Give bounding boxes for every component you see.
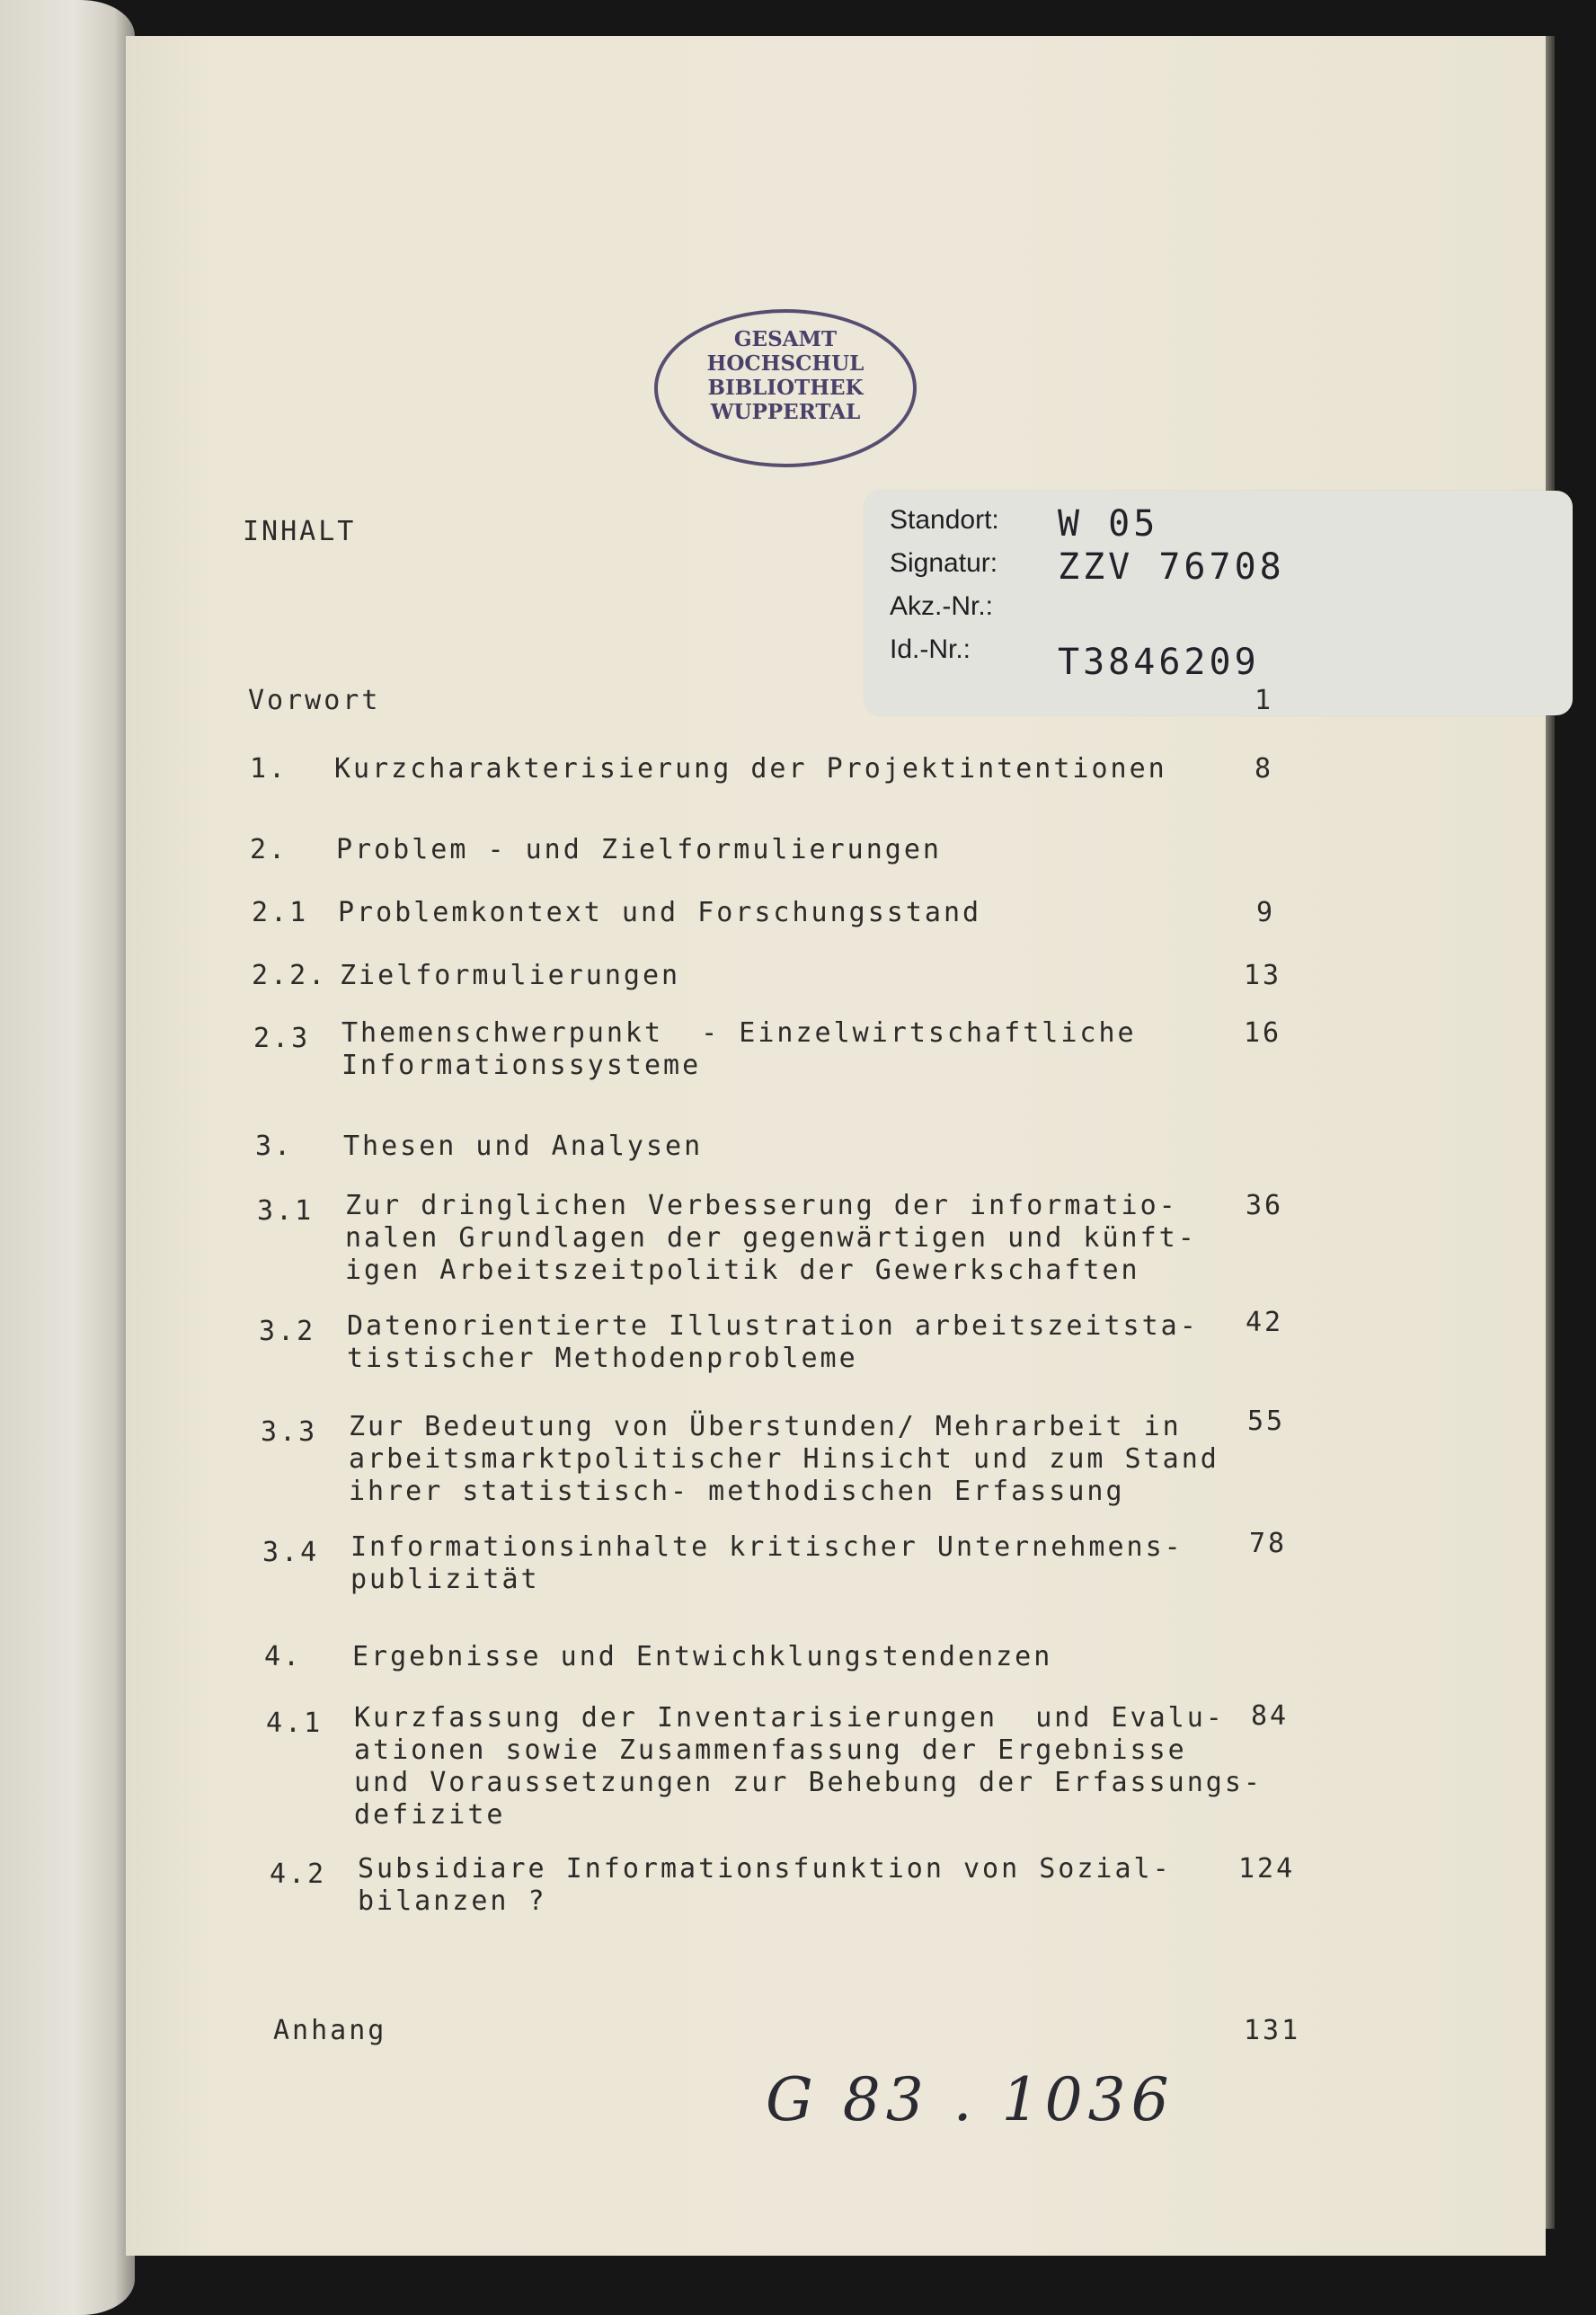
toc-entry-page: 9: [1256, 897, 1276, 928]
library-stamp: [654, 309, 917, 467]
toc-entry-title: Zur dringlichen Verbesserung der informatio- nalen Grundlagen der gegenwärtigen und künft- igen Arbeitszeitpolitik der Gewerkschaften: [345, 1190, 1197, 1286]
signatur-label: Signatur:: [890, 548, 998, 578]
toc-entry-title: Zielformulierungen: [340, 960, 681, 991]
toc-entry-title: Vorwort: [248, 685, 381, 716]
toc-entry-page: 16: [1244, 1017, 1282, 1049]
toc-entry-number: 3.3: [261, 1416, 318, 1448]
toc-entry-number: 4.2: [270, 1858, 327, 1890]
toc-entry-number: 3.: [255, 1131, 294, 1162]
toc-entry-page: 84: [1251, 1700, 1290, 1732]
akz-label: Akz.-Nr.:: [890, 591, 994, 621]
stamp-line: BIBLIOTHEK: [707, 376, 864, 400]
stamp-line: HOCHSCHUL: [706, 351, 864, 376]
stamp-line: WUPPERTAL: [710, 400, 861, 424]
toc-entry-page: 1: [1255, 685, 1274, 716]
toc-entry-number: 4.: [264, 1641, 303, 1672]
toc-entry-title: Thesen und Analysen: [343, 1131, 704, 1162]
toc-entry-number: 3.2: [259, 1316, 316, 1347]
toc-entry-number: 3.4: [262, 1537, 320, 1568]
id-value: T3846209: [1058, 642, 1260, 683]
toc-entry-title: Problemkontext und Forschungsstand: [338, 897, 982, 928]
id-label: Id.-Nr.:: [890, 634, 971, 664]
toc-entry-page: 131: [1244, 2015, 1301, 2046]
toc-entry-number: 2.: [250, 834, 288, 865]
toc-entry-title: Datenorientierte Illustration arbeitszeitsta- tistischer Methodenprobleme: [347, 1310, 1199, 1374]
document-page: [126, 36, 1546, 2256]
toc-entry-page: 8: [1255, 753, 1274, 785]
toc-entry-page: 124: [1238, 1853, 1296, 1885]
standort-value: W 05: [1058, 503, 1159, 545]
library-label: [864, 491, 1573, 715]
toc-entry-title: Subsidiare Informationsfunktion von Sozial- bilanzen ?: [358, 1853, 1172, 1917]
toc-entry-page: 78: [1249, 1528, 1288, 1559]
toc-entry-page: 36: [1246, 1190, 1284, 1221]
stamp-line: GESAMT: [733, 327, 838, 351]
facing-page: [0, 0, 135, 2315]
toc-entry-page: 42: [1246, 1307, 1284, 1338]
toc-entry-title: Themenschwerpunkt - Einzelwirtschaftliche Informationssysteme: [341, 1017, 1137, 1081]
toc-entry-number: 1.: [250, 753, 288, 785]
toc-entry-title: Kurzcharakterisierung der Projektintentionen: [334, 753, 1167, 785]
standort-label: Standort:: [890, 505, 999, 535]
toc-entry-title: Ergebnisse und Entwichklungstendenzen: [352, 1641, 1053, 1672]
toc-entry-page: 13: [1244, 960, 1282, 991]
toc-entry-number: 2.3: [253, 1023, 311, 1054]
handwritten-call-number: G 83 . 1036: [766, 2065, 1175, 2134]
toc-entry-page: 55: [1247, 1406, 1286, 1437]
toc-entry-title: Kurzfassung der Inventarisierungen und Evalu- ationen sowie Zusammenfassung der Ergebnisse und Voraussetzungen zur Behebung der Erfassungs- defizite: [354, 1702, 1263, 1831]
toc-entry-title: Problem - und Zielformulierungen: [336, 834, 942, 865]
toc-entry-number: 2.2.: [252, 960, 328, 991]
toc-entry-title: Anhang: [273, 2015, 387, 2046]
toc-entry-number: 2.1: [252, 897, 309, 928]
toc-entry-title: Zur Bedeutung von Überstunden/ Mehrarbeit in arbeitsmarktpolitischer Hinsicht und zum Stand ihrer statistisch- methodischen Erfassung: [349, 1411, 1219, 1507]
contents-heading: INHALT: [243, 516, 357, 547]
toc-entry-title: Informationsinhalte kritischer Unternehmens- publizität: [350, 1531, 1184, 1595]
toc-entry-number: 4.1: [266, 1707, 324, 1739]
signatur-value: ZZV 76708: [1058, 546, 1285, 588]
toc-entry-number: 3.1: [257, 1195, 315, 1227]
